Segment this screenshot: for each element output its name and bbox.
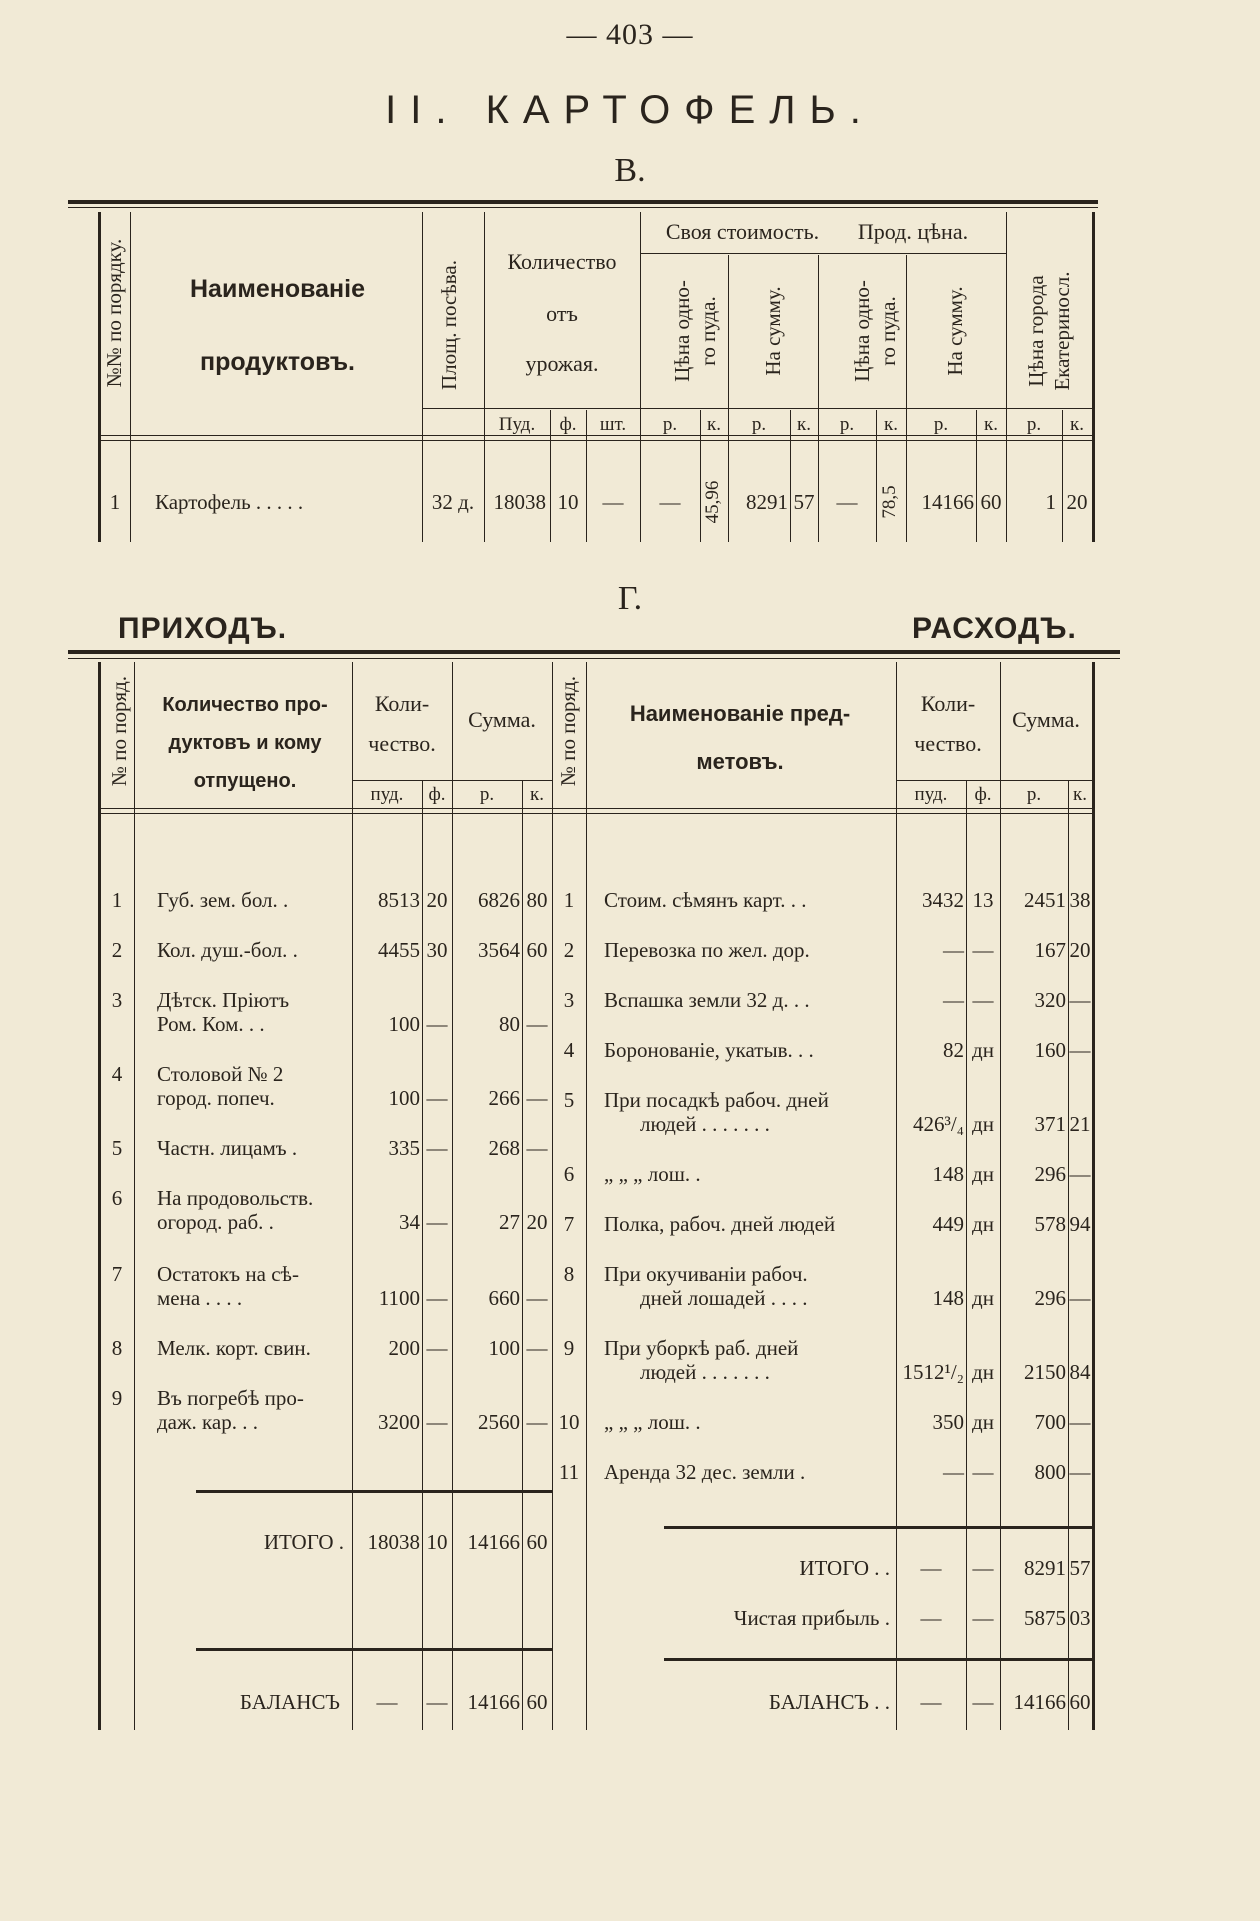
unit-k: к. [530, 784, 544, 805]
header-city-price-1: Цѣна города [1024, 275, 1048, 387]
section-title: II. КАРТОФЕЛЬ. [385, 88, 875, 132]
header-qty-2: чество. [914, 731, 982, 756]
unit-k: к. [1070, 414, 1084, 435]
unit-f: ф. [428, 784, 446, 805]
unit-k: к. [884, 414, 898, 435]
income-label: ПРИХОДЪ. [118, 612, 288, 645]
header-name-1: Наименованіе [190, 275, 365, 303]
header-own-sum: На сумму. [761, 286, 785, 376]
header-own-price-2: го пуда. [696, 296, 720, 366]
unit-f: ф. [559, 414, 577, 435]
header-own-cost: Своя стоимость. [665, 219, 820, 244]
unit-r: р. [479, 784, 495, 805]
header-income-name: Количество про- дуктовъ и кому отпущено. [162, 694, 328, 792]
header-sum: Сумма. [468, 707, 536, 732]
unit-r: р. [1026, 784, 1042, 805]
header-number: № по поряд. [107, 675, 131, 787]
header-prod-price-1: Цѣна одно- [850, 280, 874, 382]
unit-k: к. [707, 414, 721, 435]
unit-pud: пуд. [370, 784, 404, 805]
header-name-2: продуктовъ. [199, 348, 355, 376]
header-expense-name-1: Наименованіе пред- [629, 701, 851, 726]
page-number: — 403 — [566, 18, 694, 51]
table-g-letter: Г. [617, 580, 643, 617]
unit-pud: пуд. [914, 784, 948, 805]
unit-k: к. [984, 414, 998, 435]
unit-r: р. [751, 414, 767, 435]
unit-sht: шт. [599, 414, 627, 435]
header-number: № по поряд. [556, 675, 580, 787]
unit-r: р. [662, 414, 678, 435]
header-own-price-1: Цѣна одно- [670, 280, 694, 382]
header-qty-1: Коли- [374, 691, 430, 716]
unit-k: к. [1073, 784, 1087, 805]
unit-r: р. [1026, 414, 1042, 435]
table-v-letter: В. [614, 152, 646, 189]
header-prod-sum: На сумму. [943, 286, 967, 376]
header-expense-name-2: метовъ. [696, 749, 784, 774]
header-qty-2: отъ [546, 301, 578, 326]
header-qty-1: Количество [507, 249, 617, 274]
header-prod-price: Прод. цѣна. [857, 219, 969, 244]
header-number: №№ по порядку. [102, 238, 126, 388]
header-area: Площ. посѣва. [437, 260, 461, 391]
unit-f: ф. [974, 784, 992, 805]
header-qty-3: урожая. [525, 351, 599, 376]
unit-pud: Пуд. [498, 414, 536, 435]
unit-k: к. [797, 414, 811, 435]
header-qty-1: Коли- [920, 691, 976, 716]
header-prod-price-2: го пуда. [876, 296, 900, 366]
header-city-price-2: Екатериносл. [1050, 271, 1074, 391]
header-qty-2: чество. [368, 731, 436, 756]
expense-label: РАСХОДЪ. [912, 612, 1077, 645]
unit-r: р. [933, 414, 949, 435]
header-sum: Сумма. [1012, 707, 1080, 732]
unit-r: р. [839, 414, 855, 435]
